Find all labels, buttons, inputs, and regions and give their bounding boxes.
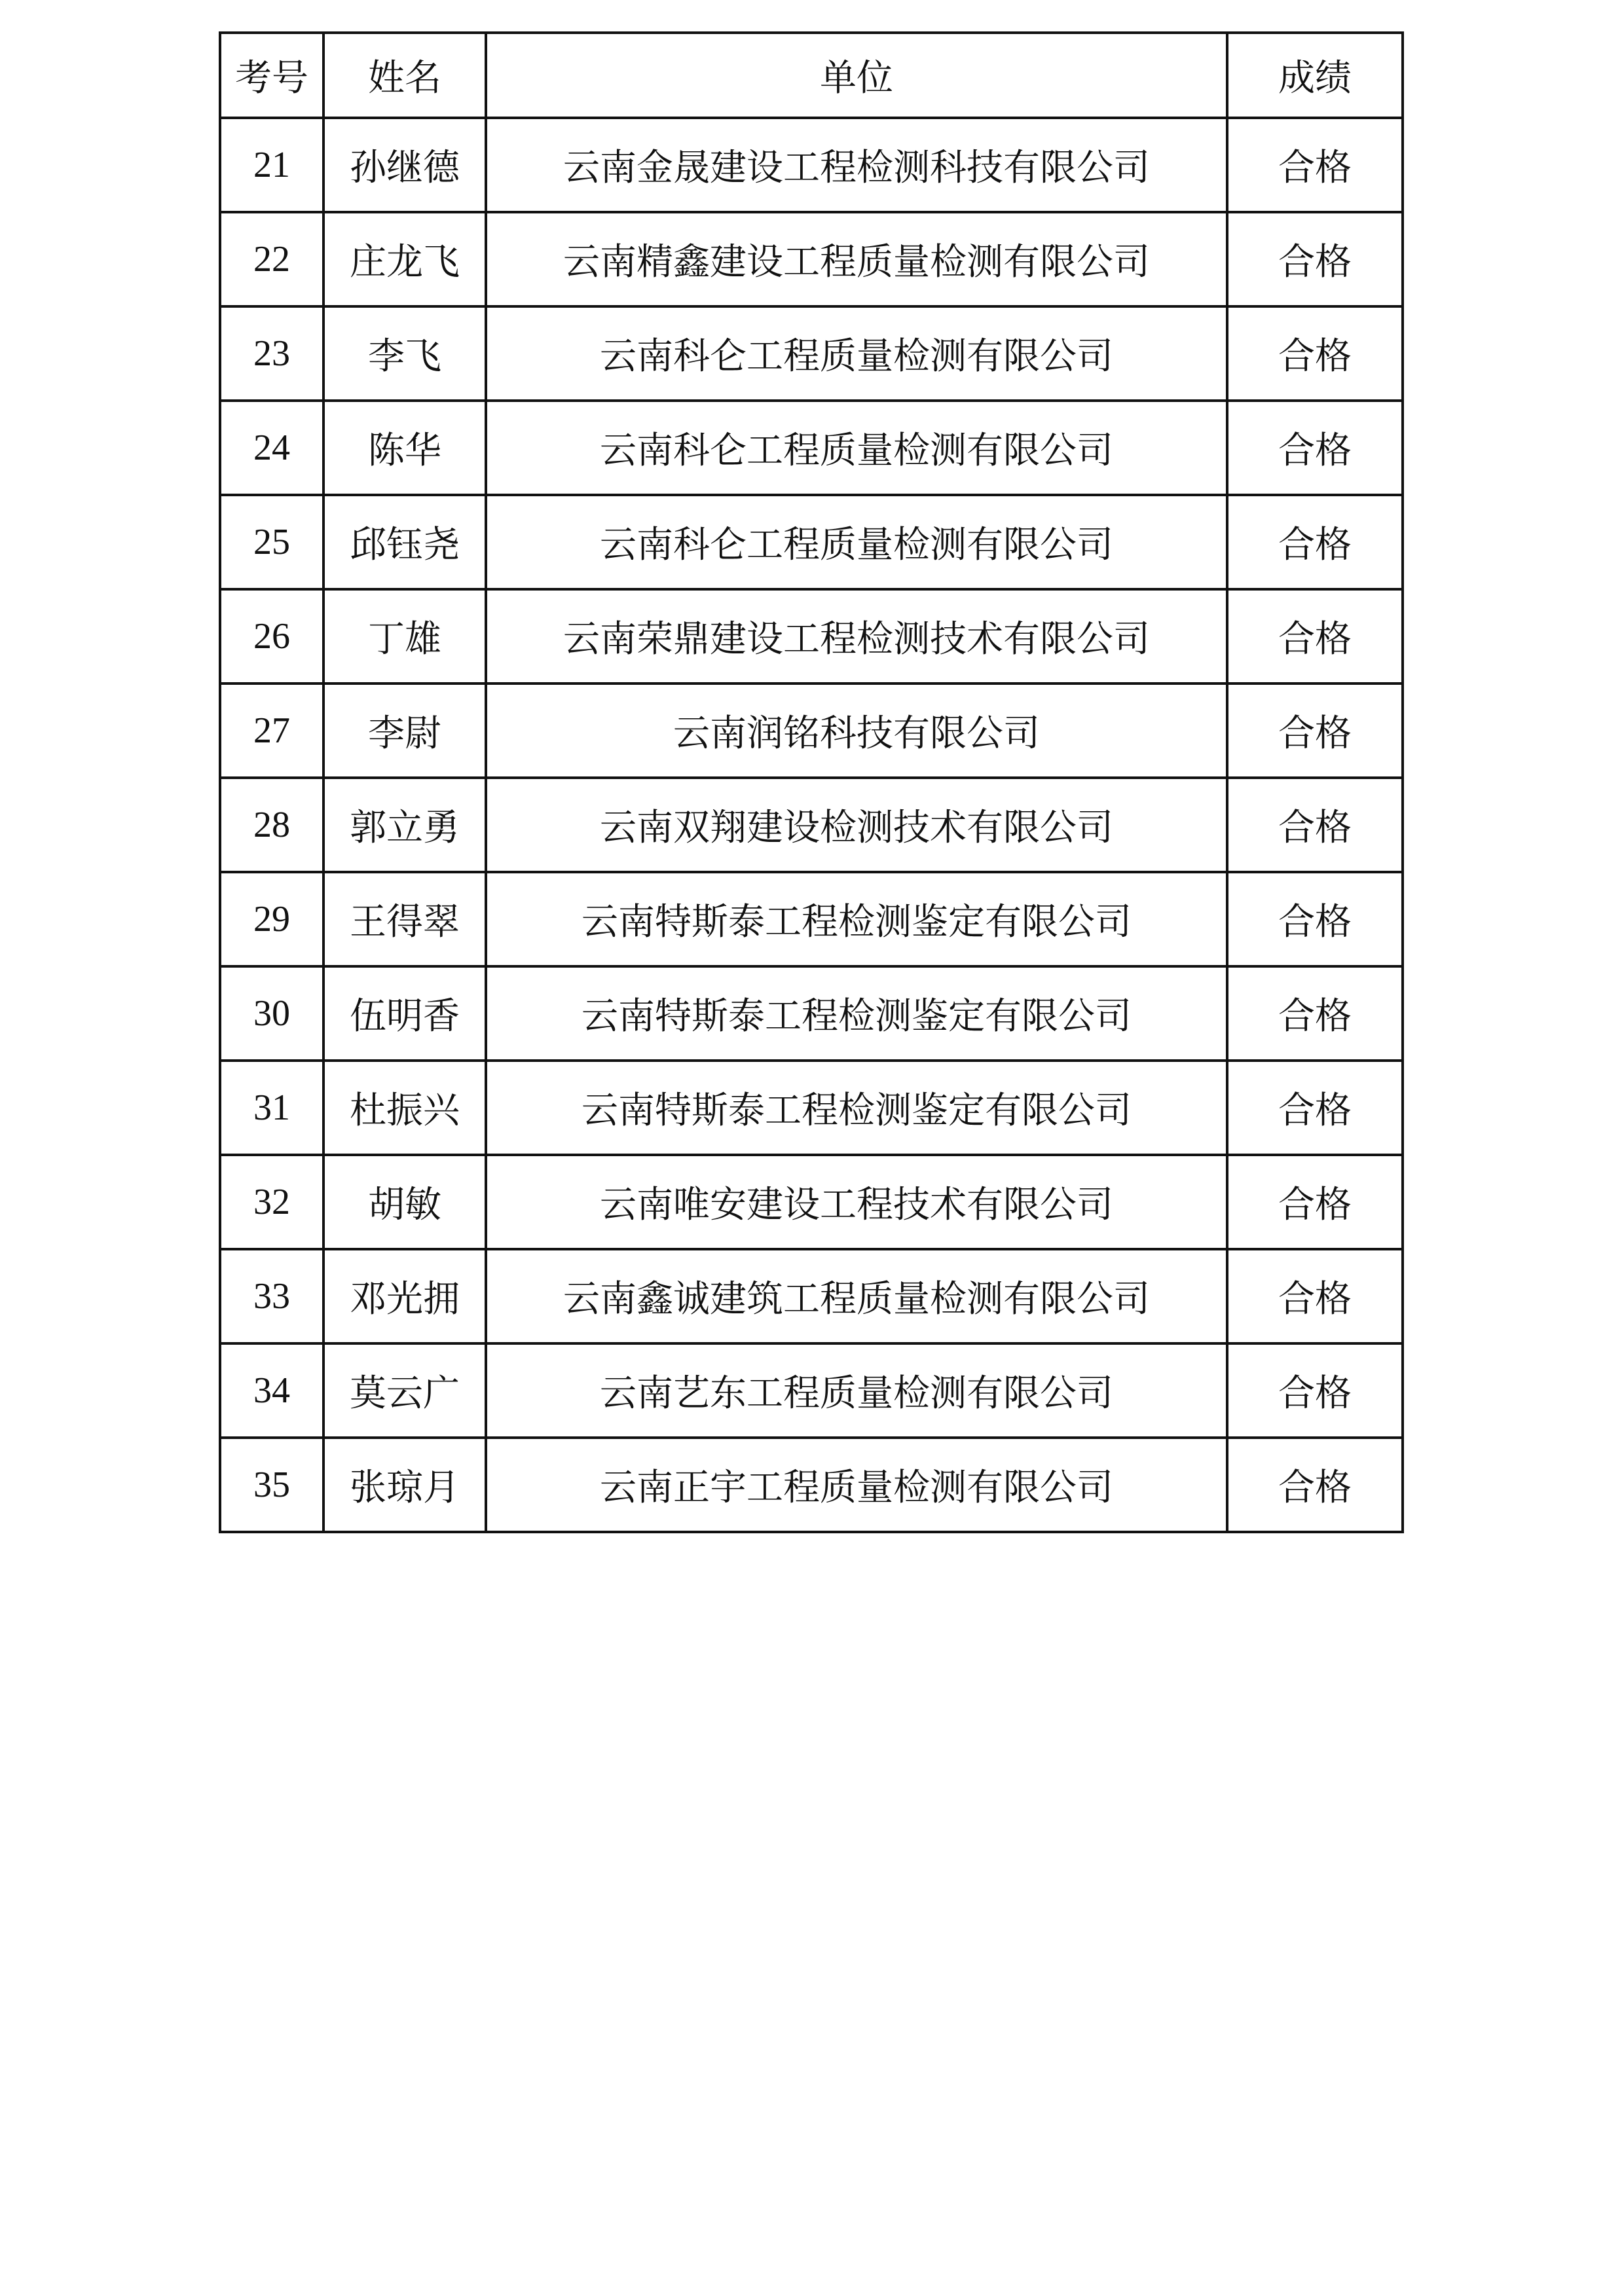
header-exam-no: 考号 (220, 33, 323, 118)
cell-exam-no: 23 (220, 306, 323, 401)
cell-name: 丁雄 (323, 589, 486, 683)
cell-score: 合格 (1227, 1438, 1403, 1532)
cell-exam-no: 28 (220, 778, 323, 872)
table-row (220, 778, 1403, 872)
table-row (220, 683, 1403, 778)
cell-name: 杜振兴 (323, 1061, 486, 1155)
cell-name: 邱钰尧 (323, 495, 486, 589)
cell-name: 邓光拥 (323, 1249, 486, 1343)
table-row (220, 872, 1403, 966)
cell-score: 合格 (1227, 495, 1403, 589)
table-row (220, 966, 1403, 1061)
cell-name: 张琼月 (323, 1438, 486, 1532)
cell-score: 合格 (1227, 872, 1403, 966)
cell-unit: 云南润铭科技有限公司 (486, 683, 1227, 778)
cell-unit: 云南科仑工程质量检测有限公司 (486, 495, 1227, 589)
table-row (220, 1061, 1403, 1155)
table-header (220, 33, 1403, 118)
cell-exam-no: 25 (220, 495, 323, 589)
table-row (220, 306, 1403, 401)
table-row (220, 1438, 1403, 1532)
cell-name: 庄龙飞 (323, 212, 486, 306)
cell-exam-no: 31 (220, 1061, 323, 1155)
cell-unit: 云南特斯泰工程检测鉴定有限公司 (486, 966, 1227, 1061)
cell-exam-no: 29 (220, 872, 323, 966)
cell-unit: 云南唯安建设工程技术有限公司 (486, 1155, 1227, 1249)
cell-unit: 云南正宇工程质量检测有限公司 (486, 1438, 1227, 1532)
cell-score: 合格 (1227, 589, 1403, 683)
cell-name: 胡敏 (323, 1155, 486, 1249)
results-table (219, 31, 1404, 1533)
cell-name: 王得翠 (323, 872, 486, 966)
cell-name: 李尉 (323, 683, 486, 778)
cell-score: 合格 (1227, 306, 1403, 401)
cell-name: 郭立勇 (323, 778, 486, 872)
cell-score: 合格 (1227, 1061, 1403, 1155)
table-row (220, 401, 1403, 495)
cell-name: 莫云广 (323, 1343, 486, 1438)
cell-unit: 云南荣鼎建设工程检测技术有限公司 (486, 589, 1227, 683)
table-row (220, 1343, 1403, 1438)
cell-name: 伍明香 (323, 966, 486, 1061)
table-row (220, 495, 1403, 589)
cell-score: 合格 (1227, 212, 1403, 306)
cell-exam-no: 30 (220, 966, 323, 1061)
cell-unit: 云南鑫诚建筑工程质量检测有限公司 (486, 1249, 1227, 1343)
cell-unit: 云南精鑫建设工程质量检测有限公司 (486, 212, 1227, 306)
cell-exam-no: 21 (220, 118, 323, 212)
cell-unit: 云南科仑工程质量检测有限公司 (486, 401, 1227, 495)
table-row (220, 212, 1403, 306)
cell-unit: 云南特斯泰工程检测鉴定有限公司 (486, 872, 1227, 966)
table-body (220, 118, 1403, 1532)
cell-exam-no: 35 (220, 1438, 323, 1532)
cell-unit: 云南科仑工程质量检测有限公司 (486, 306, 1227, 401)
cell-score: 合格 (1227, 118, 1403, 212)
header-row (220, 33, 1403, 118)
cell-score: 合格 (1227, 778, 1403, 872)
cell-exam-no: 33 (220, 1249, 323, 1343)
table-row (220, 118, 1403, 212)
cell-exam-no: 32 (220, 1155, 323, 1249)
cell-exam-no: 24 (220, 401, 323, 495)
cell-score: 合格 (1227, 966, 1403, 1061)
cell-name: 李飞 (323, 306, 486, 401)
cell-exam-no: 27 (220, 683, 323, 778)
cell-score: 合格 (1227, 1343, 1403, 1438)
cell-exam-no: 22 (220, 212, 323, 306)
header-unit: 单位 (486, 33, 1227, 118)
cell-unit: 云南艺东工程质量检测有限公司 (486, 1343, 1227, 1438)
cell-score: 合格 (1227, 401, 1403, 495)
cell-score: 合格 (1227, 1249, 1403, 1343)
table-row (220, 1249, 1403, 1343)
cell-name: 孙继德 (323, 118, 486, 212)
cell-score: 合格 (1227, 1155, 1403, 1249)
cell-name: 陈华 (323, 401, 486, 495)
header-name: 姓名 (323, 33, 486, 118)
cell-unit: 云南金晟建设工程检测科技有限公司 (486, 118, 1227, 212)
table-row (220, 1155, 1403, 1249)
cell-exam-no: 34 (220, 1343, 323, 1438)
header-score: 成绩 (1227, 33, 1403, 118)
table-row (220, 589, 1403, 683)
cell-unit: 云南特斯泰工程检测鉴定有限公司 (486, 1061, 1227, 1155)
cell-score: 合格 (1227, 683, 1403, 778)
cell-unit: 云南双翔建设检测技术有限公司 (486, 778, 1227, 872)
cell-exam-no: 26 (220, 589, 323, 683)
